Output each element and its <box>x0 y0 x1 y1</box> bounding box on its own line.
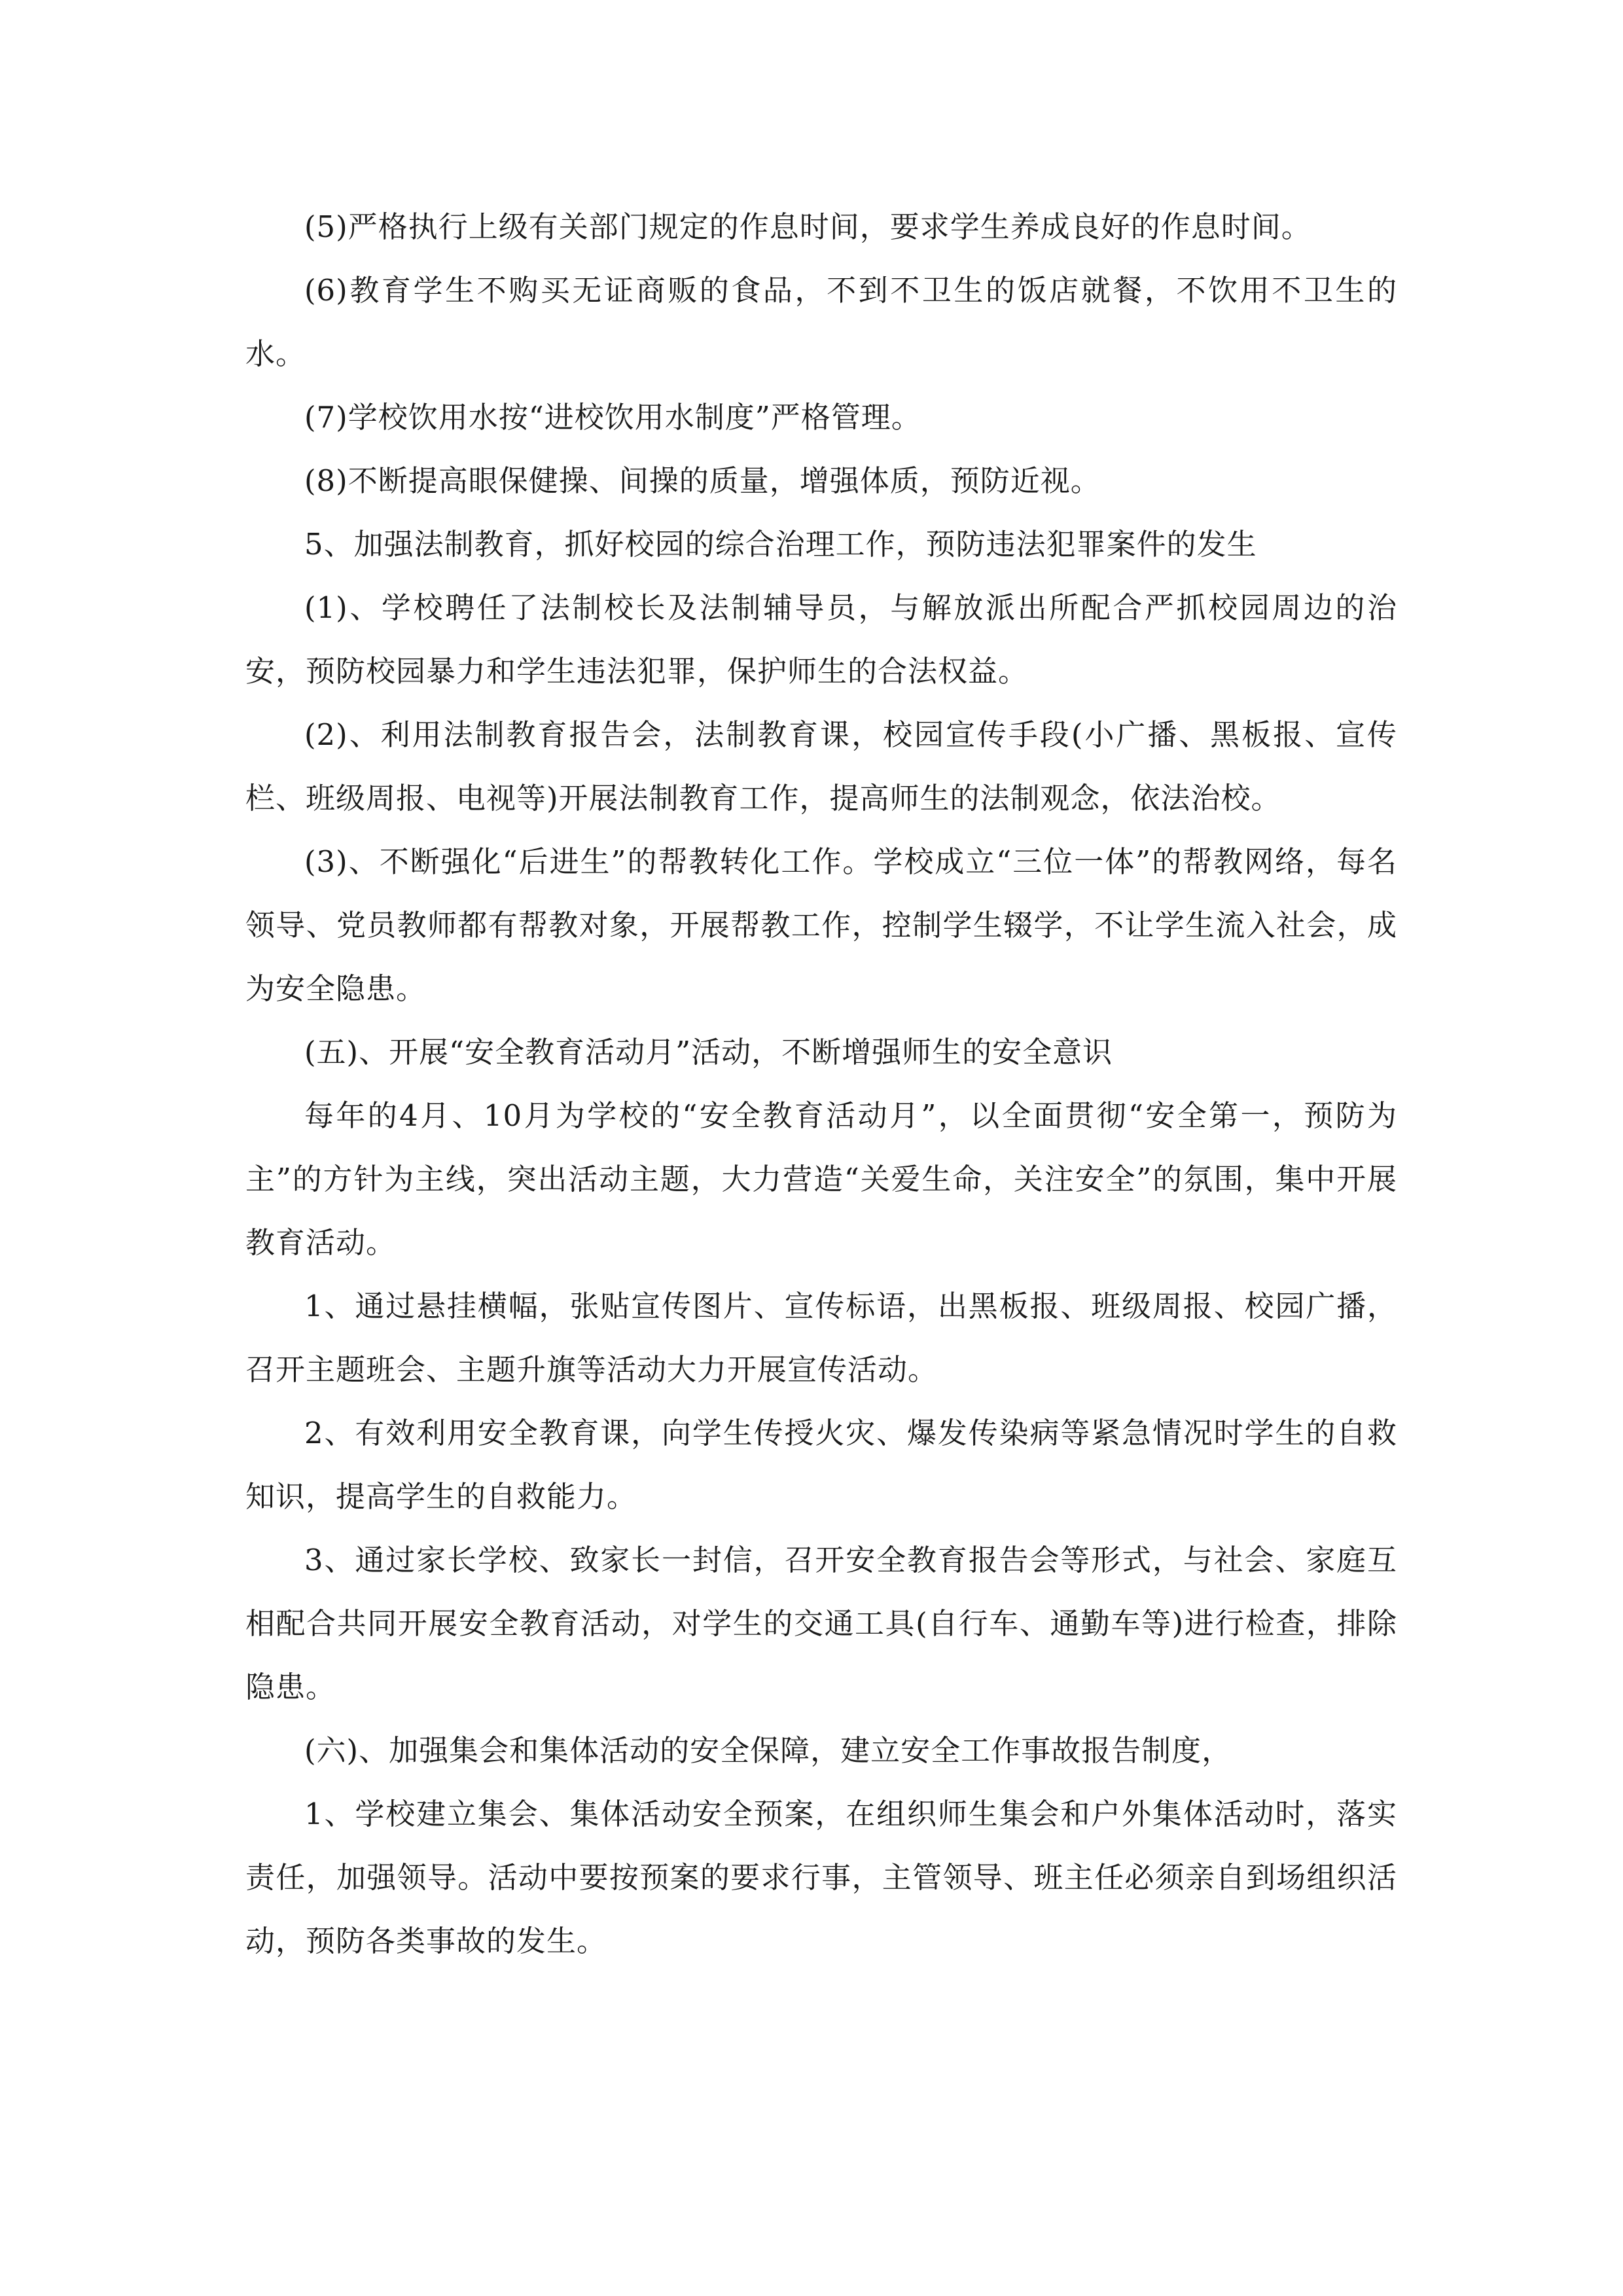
paragraph-parent-school: 3、通过家长学校、致家长一封信，召开安全教育报告会等形式，与社会、家庭互相配合共同开展安全教育活动，对学生的交通工具(自行车、通勤车等)进行检查，排除隐患。 <box>245 1543 1397 1704</box>
paragraph-legal-publicity: (2)、利用法制教育报告会，法制教育课，校园宣传手段(小广播、黑板报、宣传栏、班级周报、电视等)开展法制教育工作，提高师生的法制观念，依法治校。 <box>245 717 1397 816</box>
paragraph-6-food-safety: (6)教育学生不购买无证商贩的食品，不到不卫生的饭店就餐，不饮用不卫生的水。 <box>245 273 1397 371</box>
section-heading-safety-month: (五)、开展“安全教育活动月”活动，不断增强师生的安全意识 <box>304 1035 1113 1069</box>
paragraph-8-eye-exercises: (8)不断提高眼保健操、间操的质量，增强体质，预防近视。 <box>304 463 1101 498</box>
paragraph-banners-publicity: 1、通过悬挂横幅，张贴宣传图片、宣传标语，出黑板报、班级周报、校园广播，召开主题班会、主题升旗等活动大力开展宣传活动。 <box>245 1289 1397 1387</box>
section-heading-assembly-safety: (六)、加强集会和集体活动的安全保障，建立安全工作事故报告制度， <box>304 1733 1232 1768</box>
document-body <box>245 195 1397 1973</box>
paragraph-safety-class: 2、有效利用安全教育课，向学生传授火灾、爆发传染病等紧急情况时学生的自救知识，提高学生的自救能力。 <box>245 1416 1397 1514</box>
paragraph-legal-principal: (1)、学校聘任了法制校长及法制辅导员，与解放派出所配合严抓校园周边的治安，预防校园暴力和学生违法犯罪，保护师生的合法权益。 <box>245 590 1397 689</box>
paragraph-safety-month-intro: 每年的4月、10月为学校的“安全教育活动月”，以全面贯彻“安全第一，预防为主”的方针为主线，突出活动主题，大力营造“关爱生命，关注安全”的氛围，集中开展教育活动。 <box>245 1098 1397 1260</box>
paragraph-student-support: (3)、不断强化“后进生”的帮教转化工作。学校成立“三位一体”的帮教网络，每名领导、党员教师都有帮教对象，开展帮教工作，控制学生辍学，不让学生流入社会，成为安全隐患。 <box>245 844 1397 1006</box>
paragraph-7-drinking-water: (7)学校饮用水按“进校饮用水制度”严格管理。 <box>304 400 921 435</box>
paragraph-5-schedule: (5)严格执行上级有关部门规定的作息时间，要求学生养成良好的作息时间。 <box>304 209 1311 244</box>
section-heading-legal-education: 5、加强法制教育，抓好校园的综合治理工作，预防违法犯罪案件的发生 <box>304 527 1257 562</box>
paragraph-assembly-plan: 1、学校建立集会、集体活动安全预案，在组织师生集会和户外集体活动时，落实责任，加强领导。活动中要按预案的要求行事，主管领导、班主任必须亲自到场组织活动，预防各类事故的发生。 <box>245 1797 1397 1958</box>
